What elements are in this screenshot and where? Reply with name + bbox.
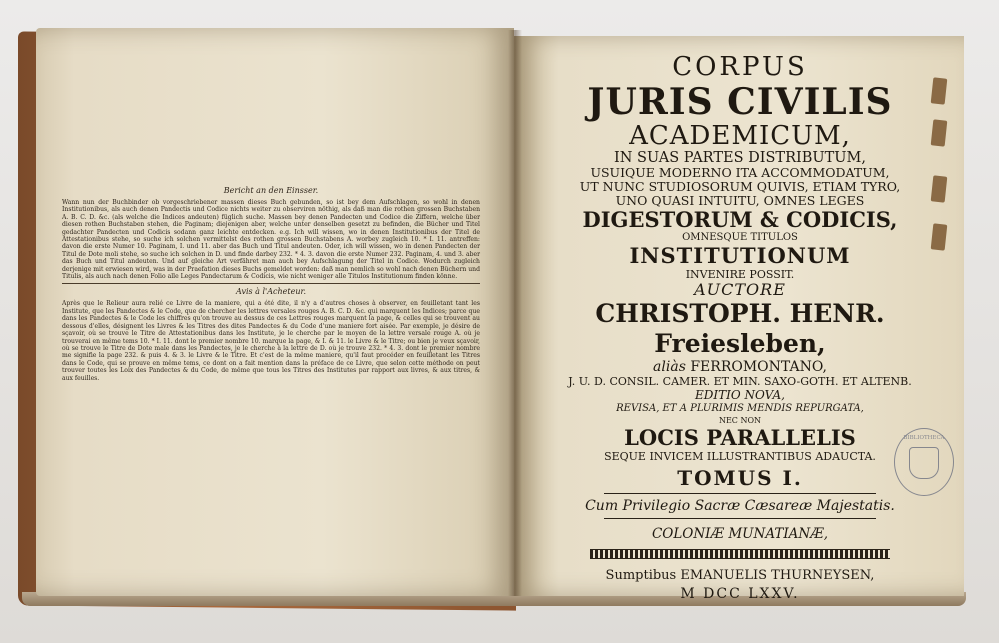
place-of-publication: COLONIÆ MUNATIANÆ, <box>651 526 829 542</box>
title-invenire: INVENIRE POSSIT. <box>685 268 795 281</box>
title-page <box>540 52 940 603</box>
library-stamp <box>894 428 954 496</box>
notice-french-text: Après que le Relieur aura relié ce Livre de la maniere, qui a été dite, il n'y a d'autres choses à observer, en feuilletant tant les Institute, que les Pandectes & le Code, que de chercher les lettres versales rouges A. B. C. D. &c. qui marquent les Indices; parce que dans les Pandectes & le Code les chiffres qu'on trouve au dessus de ces Lettres rouges marquent la page, & celles qui se trouvent au dessous d'elles, désignent les Livres & les Titres des dites Pandectes & du Code d'une maniere fort aisée. Par exemple, je désire de sçavoir, où se trouve le Titre de Attestationibus dans les Institute, je le cherche par le moyen de la lettre versale rouge A. où je trouverai en même tems 10. * I. 11. dont le premier nombre 10. marque la page, & I. & 11. le Livre & le Titre; ou bien je veux sçavoir, où se trouve le Titre de Dote male dans les Pandectes, je le cherche à la lettre de D. où je trouve 232. * 4. 3. dont le premier nombre me signifie la page 232. & puis 4. & 3. le Livre & le Titre. Et c'est de la même maniere, qu'il faut procéder en feuilletant les Titres dans le Code, qui se prouve en même tems, ce dont on a fait mention dans la préface de ce Livre, que selon cette méthode on peut trouver toutes les Loix des Pandectes & du Code, de même que tous les Titres des Institutes par rapport aux livres, & aux titres, & aux feuilles. <box>62 300 480 382</box>
nec-non-line: NEC NON <box>718 416 762 425</box>
notice-french-heading: Avis à l'Acheteur. <box>236 287 306 297</box>
privilege-line: Cum Privilegio Sacræ Cæsareæ Majestatis. <box>585 498 895 514</box>
title-line-distributum: IN SUAS PARTES DISTRIBUTUM, <box>614 150 866 166</box>
edition-line: EDITIO NOVA, <box>695 388 785 402</box>
author-titles: J. U. D. CONSIL. CAMER. ET MIN. SAXO-GOTH. ET ALTENB. <box>568 375 912 388</box>
title-line-accommodatum: USUIQUE MODERNO ITA ACCOMMODATUM, <box>590 165 890 180</box>
ornamental-rule <box>590 549 890 559</box>
publication-year: M DCC LXXV. <box>680 586 800 602</box>
title-corpus: CORPUS <box>672 52 808 82</box>
alias-name: FERROMONTANO, <box>690 359 827 375</box>
divider <box>604 493 876 494</box>
alias-prefix: aliàs <box>653 359 686 375</box>
imprint-line: Sumptibus EMANUELIS THURNEYSEN, <box>605 568 875 583</box>
author-name: CHRISTOPH. HENR. Freiesleben, <box>595 299 885 358</box>
buyer-notice <box>62 186 480 385</box>
seque-line: SEQUE INVICEM ILLUSTRANTIBUS ADAUCTA. <box>604 450 876 463</box>
title-line-tyro: UT NUNC STUDIOSORUM QUIVIS, ETIAM TYRO, <box>579 179 901 194</box>
title-juris-civilis: JURIS CIVILIS <box>587 81 893 123</box>
notice-german-text: Wann nun der Buchbinder ob vorgeschriebener massen dieses Buch gebunden, so ist bey dem Aufschlagen, so wohl in denen Institutionibus, als auch denen Pandectis und Codice nichts weiter zu observiren nöthig, als daß man die rothen grossen Buchstaben A. B. C. D. &c. (als welche die Indices andeuten) füglich suche. Massen bey denen Pandecten und Codice die Ziffern, welche über diesen rothen Buchstaben stehen, die Paginam; diejenigen aber, welche unter denselben gesetzt zu befinden, die Bücher und Titel gedachter Pandecten und Codicis sodann ganz leichte entdecken. e.g. Ich will wissen, wo in denen Institutionibus der Titel de Attestationibus stehe, so suche ich solchen vermittelst des rothen grossen Buchstabens A. worbey zugleich 10. * I. 11. antreffen: davon die erste Numer 10. Paginam, I. und 11. aber das Buch und Titul andeuten. Oder, ich will wissen, wo in denen Pandecten der Titul de Dote moli stehe, so suche ich solchen in D. und finde darbey 232. * 4. 3. davon die erste Numer 232. Paginam, 4. und 3. aber das Buch und Titul andeuten. Und auf gleiche Art verfähret man auch bey Aufschlagung der Titel in Codice. Wodurch zugleich derjenige mit erwiesen wird, was in der Praefation dieses Buchs gemeldet worden: daß man nemlich so wohl nach denen Büchern und Titulis, als auch nach denen Folio alle Leges Pandectarum & Codicis, wie nicht weniger alle Titulos Institutionum finden könne. <box>62 199 480 281</box>
title-line-leges: UNO QUASI INTUITU, OMNES LEGES <box>615 193 865 208</box>
stamp-shield-icon <box>909 447 939 479</box>
title-auctore: AUCTORE <box>694 280 786 299</box>
revisa-line: REVISA, ET A PLURIMIS MENDIS REPURGATA, <box>616 403 864 414</box>
title-academicum: ACADEMICUM, <box>629 121 851 151</box>
author-alias <box>540 359 940 375</box>
volume-number: TOMUS I. <box>677 466 803 490</box>
divider <box>62 283 480 284</box>
title-institutionum: INSTITUTIONUM <box>629 243 851 268</box>
notice-heading: Bericht an den Einsser. <box>223 186 319 195</box>
title-titulos: OMNESQUE TITULOS <box>682 232 798 243</box>
book-gutter <box>508 30 522 596</box>
locis-parallelis: LOCIS PARALLELIS <box>624 425 856 450</box>
stamp-text: BIBLIOTHECA <box>903 435 945 441</box>
divider <box>604 518 876 519</box>
title-digestorum: DIGESTORUM & CODICIS, <box>582 207 898 232</box>
